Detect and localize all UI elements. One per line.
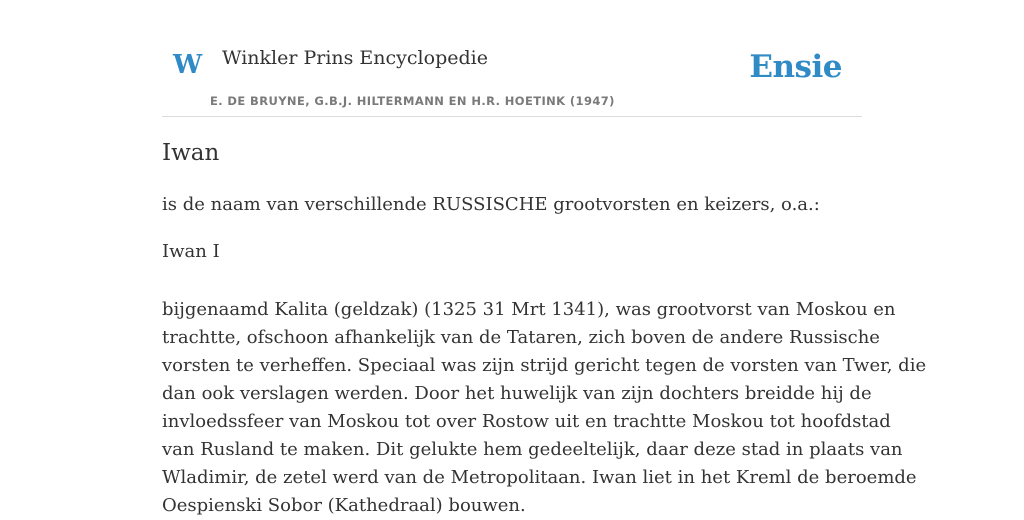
source-authors: E. DE BRUYNE, G.B.J. HILTERMANN EN H.R. HOETINK (1947) <box>210 94 615 108</box>
brand-logo[interactable]: Ensie <box>749 49 842 85</box>
body-line: vorsten te verheffen. Speciaal was zijn strijd gericht tegen de vorsten van Twer, die <box>162 355 927 376</box>
body-line: trachtte, ofschoon afhankelijk van de Tataren, zich boven de andere Russische <box>162 327 880 348</box>
article-title: Iwan <box>162 140 220 166</box>
body-line: bijgenaamd Kalita (geldzak) (1325 31 Mrt 1341), was grootvorst van Moskou en <box>162 299 896 320</box>
body-line: dan ook verslagen werden. Door het huwelijk van zijn dochters breidde hij de <box>162 383 872 404</box>
source-title[interactable]: Winkler Prins Encyclopedie <box>222 47 488 69</box>
page-header <box>162 0 862 117</box>
source-logo[interactable]: W <box>173 50 203 80</box>
body-line: Oespienski Sobor (Kathedraal) bouwen. <box>162 495 526 516</box>
article-intro: is de naam van verschillende RUSSISCHE grootvorsten en keizers, o.a.: <box>162 194 820 215</box>
page-content <box>162 0 927 516</box>
body-line: van Rusland te maken. Dit gelukte hem gedeeltelijk, daar deze stad in plaats van <box>162 439 903 460</box>
article-subheading: Iwan I <box>162 241 220 262</box>
article-body <box>162 296 927 520</box>
body-line: invloedssfeer van Moskou tot over Rostow uit en trachtte Moskou tot hoofdstad <box>162 411 891 432</box>
body-line: Wladimir, de zetel werd van de Metropolitaan. Iwan liet in het Kreml de beroemde <box>162 467 917 488</box>
